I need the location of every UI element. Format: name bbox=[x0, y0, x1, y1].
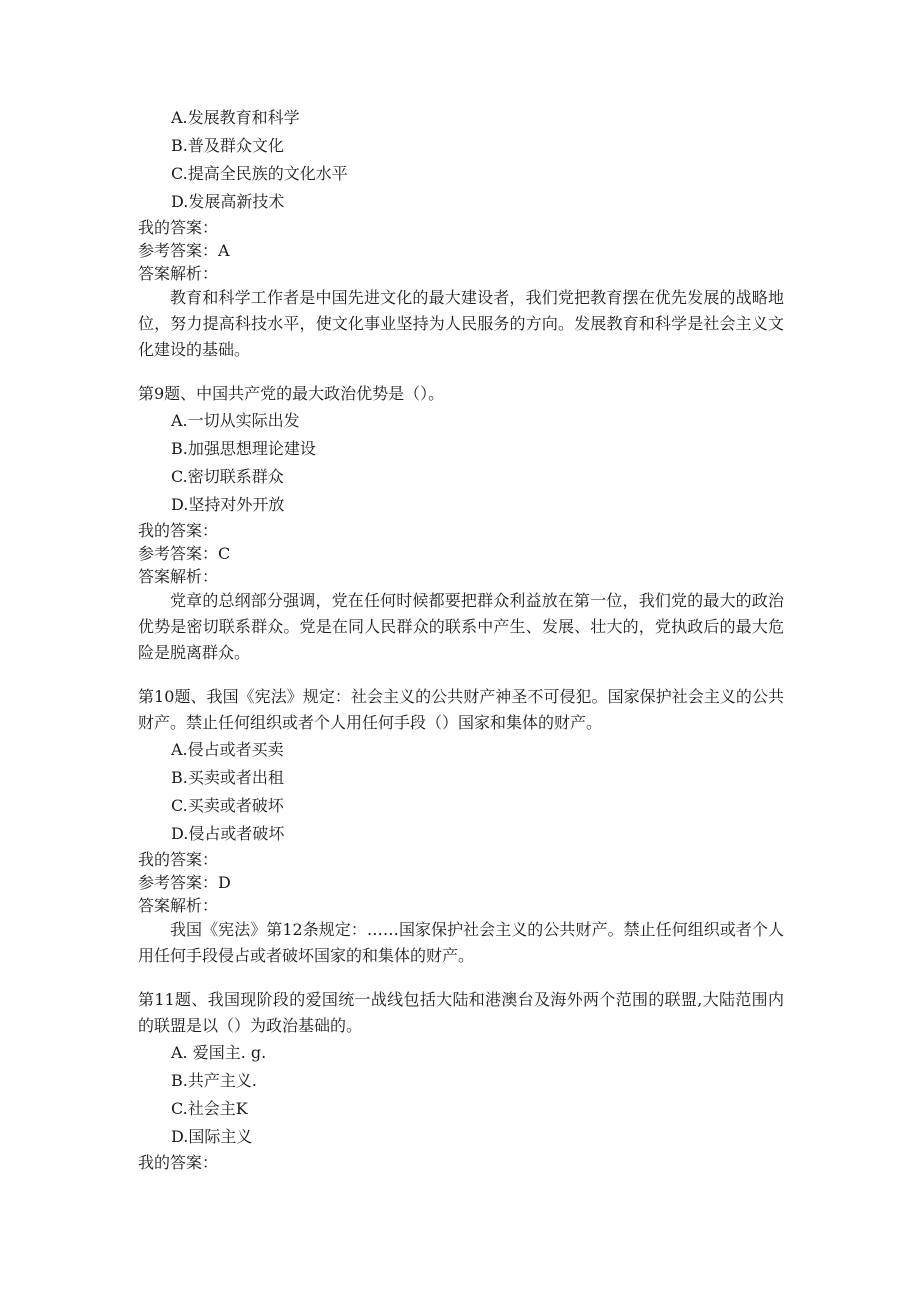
q9-option-b: B.加强思想理论建设 bbox=[171, 439, 316, 458]
q10-reference-answer: 参考答案：D bbox=[138, 873, 231, 892]
q8-option-a: A.发展教育和科学 bbox=[171, 108, 300, 127]
q8-option-b: B.普及群众文化 bbox=[171, 136, 284, 155]
q9-option-a: A.一切从实际出发 bbox=[171, 411, 300, 430]
q9-analysis-label: 答案解析： bbox=[138, 567, 219, 586]
question-8 bbox=[138, 104, 784, 363]
q11-option-a: A. 爱国主. g. bbox=[171, 1043, 267, 1062]
q9-question-text: 第9题、中国共产党的最大政治优势是（）。 bbox=[138, 384, 445, 403]
q10-analysis-label: 答案解析： bbox=[138, 896, 219, 915]
q10-my-answer: 我的答案： bbox=[138, 850, 219, 869]
q10-option-d: D.侵占或者破坏 bbox=[171, 824, 285, 843]
q8-option-c: C.提高全民族的文化水平 bbox=[171, 164, 348, 183]
q11-option-d: D.国际主义 bbox=[171, 1127, 253, 1146]
q11-option-b: B.共产主义. bbox=[171, 1071, 257, 1090]
q9-reference-answer: 参考答案：C bbox=[138, 544, 231, 563]
q10-question-text: 第10题、我国《宪法》规定：社会主义的公共财产神圣不可侵犯。国家保护社会主义的公共财产。禁止任何组织或者个人用任何手段（）国家和集体的财产。 bbox=[138, 687, 784, 732]
question-9 bbox=[138, 381, 784, 666]
q10-option-a: A.侵占或者买卖 bbox=[171, 740, 284, 759]
q11-question-text: 第11题、我国现阶段的爱国统一战线包括大陆和港澳台及海外两个范围的联盟,大陆范围内的联盟是以（）为政治基础的。 bbox=[138, 990, 784, 1035]
document-page bbox=[138, 104, 784, 1174]
q9-option-d: D.坚持对外开放 bbox=[171, 495, 285, 514]
q10-analysis-text: 我国《宪法》第12条规定：……国家保护社会主义的公共财产。禁止任何组织或者个人用任何手段侵占或者破坏国家的和集体的财产。 bbox=[138, 920, 784, 965]
q11-option-c: C.社会主K bbox=[171, 1099, 248, 1118]
question-11 bbox=[138, 987, 784, 1174]
q11-my-answer: 我的答案： bbox=[138, 1153, 219, 1172]
q8-option-d: D.发展高新技术 bbox=[171, 192, 285, 211]
q8-reference-answer: 参考答案：A bbox=[138, 241, 230, 260]
question-10 bbox=[138, 684, 784, 969]
q8-analysis-label: 答案解析： bbox=[138, 264, 219, 283]
q10-option-b: B.买卖或者出租 bbox=[171, 768, 284, 787]
q9-option-c: C.密切联系群众 bbox=[171, 467, 284, 486]
q9-analysis-text: 党章的总纲部分强调，党在任何时候都要把群众利益放在第一位，我们党的最大的政治优势是密切联系群众。党是在同人民群众的联系中产生、发展、壮大的，党执政后的最大危险是脱离群众。 bbox=[138, 591, 784, 662]
q8-analysis-text: 教育和科学工作者是中国先进文化的最大建设者，我们党把教育摆在优先发展的战略地位，努力提高科技水平，使文化事业坚持为人民服务的方向。发展教育和科学是社会主义文化建设的基础。 bbox=[138, 288, 784, 359]
q10-option-c: C.买卖或者破坏 bbox=[171, 796, 284, 815]
q8-my-answer: 我的答案： bbox=[138, 218, 219, 237]
q9-my-answer: 我的答案： bbox=[138, 521, 219, 540]
